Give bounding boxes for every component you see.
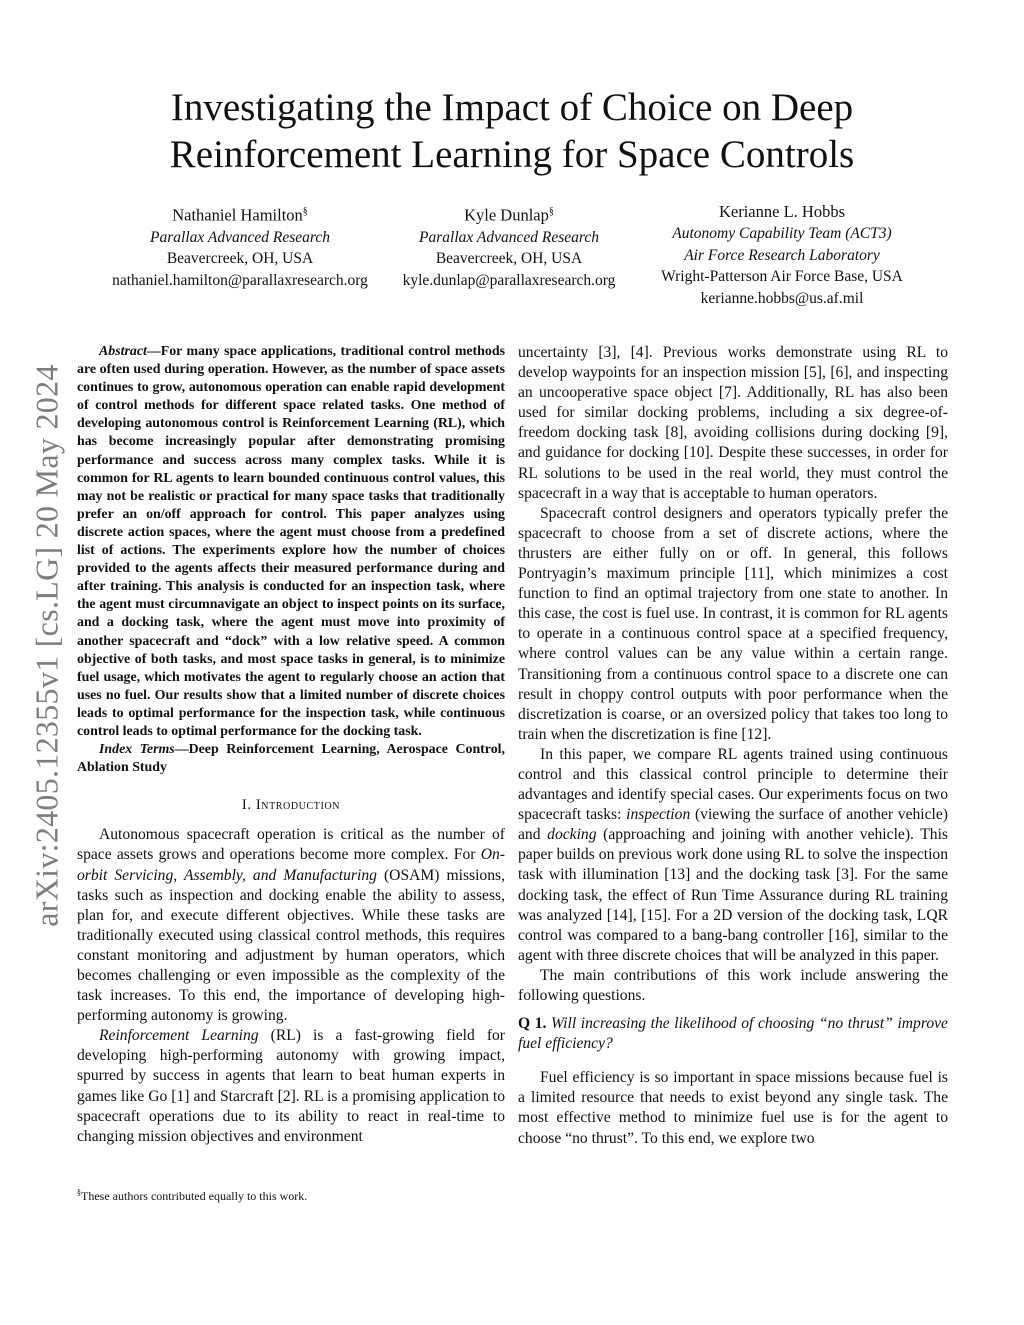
- author-email: nathaniel.hamilton@parallaxresearch.org: [112, 271, 368, 289]
- author-block-hamilton: [100, 200, 380, 291]
- author-affiliation: Parallax Advanced Research: [150, 228, 330, 246]
- intro-paragraph-1: Autonomous spacecraft operation is critical as the number of space assets grows and operations become more complex. For On-orbit Servicing, Assembly, and Manufacturing (OSAM) missions, tasks such as inspection and docking enable the ability to assess, plan for, and execute different objectives. While these tasks are traditionally executed using classical control methods, this requires constant monitoring and adjustment by human operators, which becomes challenging or even impossible as the complexity of the task increases. To this end, the importance of developing high-performing autonomy is growing.: [77, 826, 505, 1025]
- section-heading-introduction: I. Introduction: [241, 797, 341, 814]
- author-affiliation: Autonomy Capability Team (ACT3): [672, 225, 892, 242]
- author-name: Kerianne L. Hobbs: [718, 202, 845, 221]
- docking-term: docking: [547, 826, 597, 844]
- section-heading-title: Introduction: [255, 797, 341, 814]
- body-paragraph-discrete-control: Spacecraft control designers and operators typically prefer the spacecraft to choose from a set of discrete actions, where the thrusters are either fully on or off. In general, this follows Pontryagin’s maximum principle [11], which minimizes a cost function to find an optimal trajectory from one state to another. In this case, the cost is fuel use. In contrast, it is common for RL agents to operate in a continuous control space at a specified frequency, where control values can be any value within a certain range. Transitioning from a continuous control space to a discrete one can result in choppy control outputs with poor performance when the discretization is coarse, or an oversized policy that takes too long to train when the discretization is fine [12].: [518, 504, 948, 743]
- research-question-1: [518, 1014, 948, 1054]
- author-name: Nathaniel Hamilton§: [172, 205, 308, 225]
- arxiv-identifier-stamp: [22, 350, 72, 940]
- question-label: Q 1.: [518, 1015, 547, 1033]
- inspection-term: inspection: [626, 806, 691, 824]
- author-name: Kyle Dunlap§: [464, 205, 554, 225]
- intro-paragraph-2: Reinforcement Learning (RL) is a fast-growing field for developing high-performing autonomy with growing impact, spurred by success in agents that learn to beat human experts in games like Go [1] and Starcraft [2]. RL is a promising application to spacecraft operations due to its ability to react in real-time to changing mission objectives and environment: [77, 1027, 505, 1145]
- paper-title-line-2: Reinforcement Learning for Space Controls: [169, 133, 855, 176]
- paper-title: [100, 84, 924, 178]
- equal-contribution-mark: §: [302, 206, 308, 217]
- question-text: Will increasing the likelihood of choosing “no thrust” improve fuel efficiency?: [518, 1015, 948, 1053]
- abstract-text: —For many space applications, traditional control methods are often used during operation. However, as the number of space assets continues to grow, autonomous operation can enable rapid development of control methods for different space related tasks. One method of developing autonomous control is Reinforcement Learning (RL), which has become increasingly popular after demonstrating promising performance and success across many complex tasks. While it is common for RL agents to learn bounded continuous control values, this may not be realistic or practical for many space tasks that traditionally prefer an on/off approach for control. This paper analyzes using discrete action spaces, where the agent must choose from a predefined list of actions. The experiments explore how the number of choices provided to the agents affects their measured performance during and after training. This analysis is conducted for an inspection task, where the agent must circumnavigate an object to inspect points on its surface, and a docking task, where the agent must move into proximity of another spacecraft and “dock” with a low relative speed. A common objective of both tasks, and most space tasks in general, is to minimize fuel usage, which motivates the agent to regularly choose an action that uses no fuel. Our results show that a limited number of discrete choices leads to optimal performance for the inspection task, while continuous control leads to optimal performance for the docking task.: [77, 344, 505, 739]
- author-email: kerianne.hobbs@us.af.mil: [700, 289, 864, 307]
- index-terms-label: Index Terms: [99, 742, 175, 758]
- paper-title-line-1: Investigating the Impact of Choice on Deep: [170, 86, 854, 129]
- body-paragraph-this-paper: In this paper, we compare RL agents trained using continuous control and this classical control principle to determine their advantages and identify special cases. Our experiments focus on two spacecraft tasks: inspection (viewing the surface of another vehicle) and docking (approaching and joining with another vehicle). This paper builds on previous work done using RL to solve the inspection task with illumination [13] and the docking task [3]. For the same docking task, the effect of Run Time Assurance during RL training was analyzed [14], [15]. For a 2D version of the docking task, LQR control was compared to a bang-bang controller [16], similar to the agent with three discrete choices that will be analyzed in this paper.: [518, 745, 948, 964]
- author-block-dunlap: [388, 200, 630, 291]
- osam-term: On-orbit Servicing, Assembly, and Manufacturing: [77, 846, 505, 884]
- footnote-mark: §: [77, 1188, 81, 1197]
- right-column: [518, 343, 948, 1149]
- footnote-text: These authors contributed equally to this work.: [81, 1189, 308, 1203]
- arxiv-identifier-text: arXiv:2405.12355v1 [cs.LG] 20 May 2024: [28, 363, 65, 927]
- body-paragraph-fuel-efficiency: Fuel efficiency is so important in space missions because fuel is a limited resource that needs to exist beyond any single task. The most effective method to minimize fuel use is for the agent to choose “no thrust”. To this end, we explore two: [518, 1069, 948, 1147]
- author-affiliation-secondary: Air Force Research Laboratory: [684, 246, 880, 264]
- index-terms-text: —Deep Reinforcement Learning, Aerospace Control, Ablation Study: [77, 742, 505, 776]
- author-location: Beavercreek, OH, USA: [166, 250, 314, 267]
- abstract-label: Abstract: [99, 344, 147, 359]
- rl-term: Reinforcement Learning: [99, 1027, 259, 1045]
- author-email: kyle.dunlap@parallaxresearch.org: [402, 271, 616, 289]
- equal-contribution-mark: §: [548, 206, 554, 217]
- abstract: [77, 343, 505, 741]
- footnote: [77, 1185, 505, 1204]
- author-block-hobbs: [642, 200, 922, 309]
- body-paragraph-continued: uncertainty [3], [4]. Previous works demonstrate using RL to develop waypoints for an inspection mission [5], [6], and inspecting an uncooperative space object [7]. Additionally, RL has also been used for similar docking problems, including a six degree-of-freedom docking task [8], avoiding collisions during docking [9], and guidance for docking [10]. Despite these successes, in order for RL solutions to be used in the real world, they must control the spacecraft in a way that is acceptable to human operators.: [518, 344, 948, 502]
- author-location: Wright-Patterson Air Force Base, USA: [661, 268, 903, 285]
- left-column: [77, 343, 505, 1147]
- index-terms: [77, 741, 505, 777]
- body-paragraph-contributions: The main contributions of this work include answering the following questions.: [518, 966, 948, 1004]
- author-affiliation: Parallax Advanced Research: [419, 228, 599, 246]
- author-location: Beavercreek, OH, USA: [435, 250, 583, 267]
